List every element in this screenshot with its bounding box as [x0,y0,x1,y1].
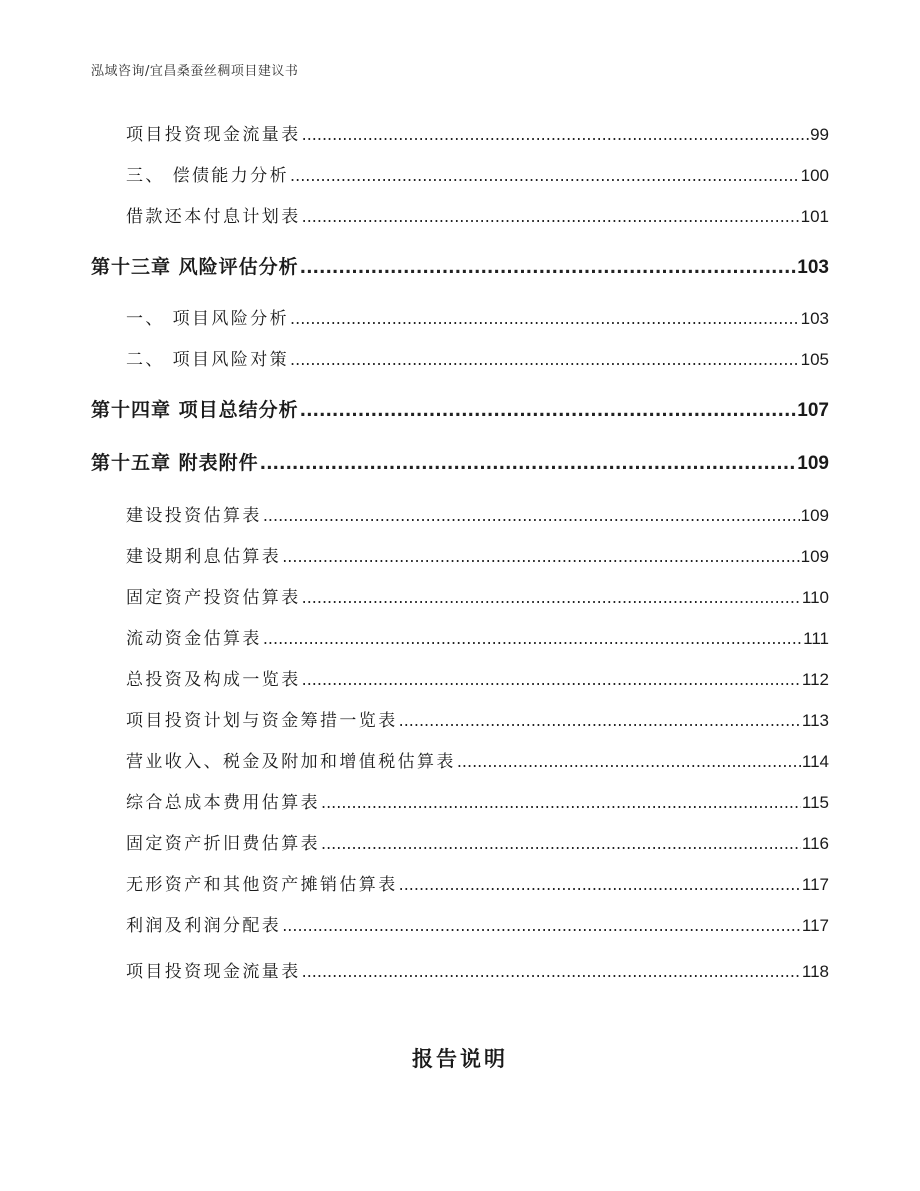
toc-leader-dots [263,626,802,652]
toc-entry-page: 110 [801,588,829,607]
toc-entry-title: 项目投资计划与资金筹措一览表 [126,711,398,731]
toc-leader-dots [300,397,797,424]
toc-entry-page: 100 [800,166,829,185]
toc-entry-page: 99 [810,125,829,144]
toc-entry-title: 项目投资现金流量表 [126,962,301,982]
toc-entry-title: 二、 项目风险对策 [126,350,290,370]
toc-entry-title: 建设投资估算表 [126,506,262,526]
page-header: 泓域咨询/宜昌桑蚕丝稠项目建议书 [91,64,299,79]
toc-leader-dots [290,347,800,373]
toc-chapter-page: 103 [797,257,829,278]
toc-entry[interactable] [126,503,829,529]
toc-entry-title: 固定资产投资估算表 [126,588,301,608]
toc-entry[interactable] [126,708,829,734]
toc-entry[interactable] [126,913,829,939]
toc-leader-dots [399,708,801,734]
toc-entry[interactable] [126,204,829,230]
toc-entry-page: 115 [801,793,829,812]
toc-entry[interactable] [126,790,829,816]
toc-entry-page: 118 [801,962,829,981]
toc-entry[interactable] [126,959,829,985]
toc-leader-dots [302,585,801,611]
toc-entry-title: 建设期利息估算表 [126,547,282,567]
toc-entry[interactable] [126,347,829,373]
toc-entry-page: 113 [801,711,829,730]
toc-entry-title: 项目投资现金流量表 [126,125,301,145]
toc-leader-dots [302,122,809,148]
toc-entry[interactable] [126,749,829,775]
toc-chapter-entry[interactable] [91,397,829,423]
toc-entry-page: 111 [803,629,829,648]
toc-leader-dots [263,503,800,529]
toc-leader-dots [282,913,801,939]
toc-leader-dots [300,254,797,281]
toc-chapter-entry[interactable] [91,450,829,476]
toc-entry-page: 105 [800,350,829,369]
toc-entry-title: 借款还本付息计划表 [126,207,301,227]
toc-entry-page: 109 [800,506,829,525]
toc-entry-title: 固定资产折旧费估算表 [126,834,320,854]
toc-chapter-page: 109 [797,453,829,474]
toc-entry[interactable] [126,306,829,332]
toc-leader-dots [302,667,801,693]
toc-leader-dots [260,450,797,477]
toc-entry-page: 116 [801,834,829,853]
toc-leader-dots [399,872,801,898]
toc-entry-title: 一、 项目风险分析 [126,309,290,329]
toc-entry-title: 综合总成本费用估算表 [126,793,320,813]
toc-entry[interactable] [126,585,829,611]
toc-entry-page: 114 [801,752,829,771]
toc-entry-title: 营业收入、税金及附加和增值税估算表 [126,752,456,772]
toc-entry-title: 总投资及构成一览表 [126,670,301,690]
toc-entry[interactable] [126,544,829,570]
toc-entry-page: 117 [801,875,829,894]
toc-entry-page: 112 [801,670,829,689]
toc-entry-title: 无形资产和其他资产摊销估算表 [126,875,398,895]
toc-chapter-page: 107 [797,400,829,421]
toc-leader-dots [321,790,801,816]
toc-entry-title: 利润及利润分配表 [126,916,282,936]
toc-entry[interactable] [126,831,829,857]
toc-chapter-title: 第十三章 风险评估分析 [91,256,299,278]
toc-leader-dots [302,959,801,985]
toc-entry-page: 117 [801,916,829,935]
toc-entry[interactable] [126,667,829,693]
toc-chapter-title: 第十四章 项目总结分析 [91,399,299,421]
toc-entry[interactable] [126,626,829,652]
toc-chapter-title: 第十五章 附表附件 [91,452,259,474]
toc-leader-dots [290,163,800,189]
toc-leader-dots [290,306,800,332]
toc-entry[interactable] [126,163,829,189]
toc-entry-title: 三、 偿债能力分析 [126,166,290,186]
toc-entry-title: 流动资金估算表 [126,629,262,649]
toc-leader-dots [302,204,800,230]
toc-leader-dots [321,831,801,857]
toc-entry-page: 103 [800,309,829,328]
toc-leader-dots [282,544,799,570]
toc-entry[interactable] [126,122,829,148]
toc-entry-page: 101 [800,207,829,226]
toc-entry[interactable] [126,872,829,898]
toc-chapter-entry[interactable] [91,254,829,280]
report-section-title: 报告说明 [412,1046,508,1071]
toc-entry-page: 109 [800,547,829,566]
toc-leader-dots [457,749,801,775]
